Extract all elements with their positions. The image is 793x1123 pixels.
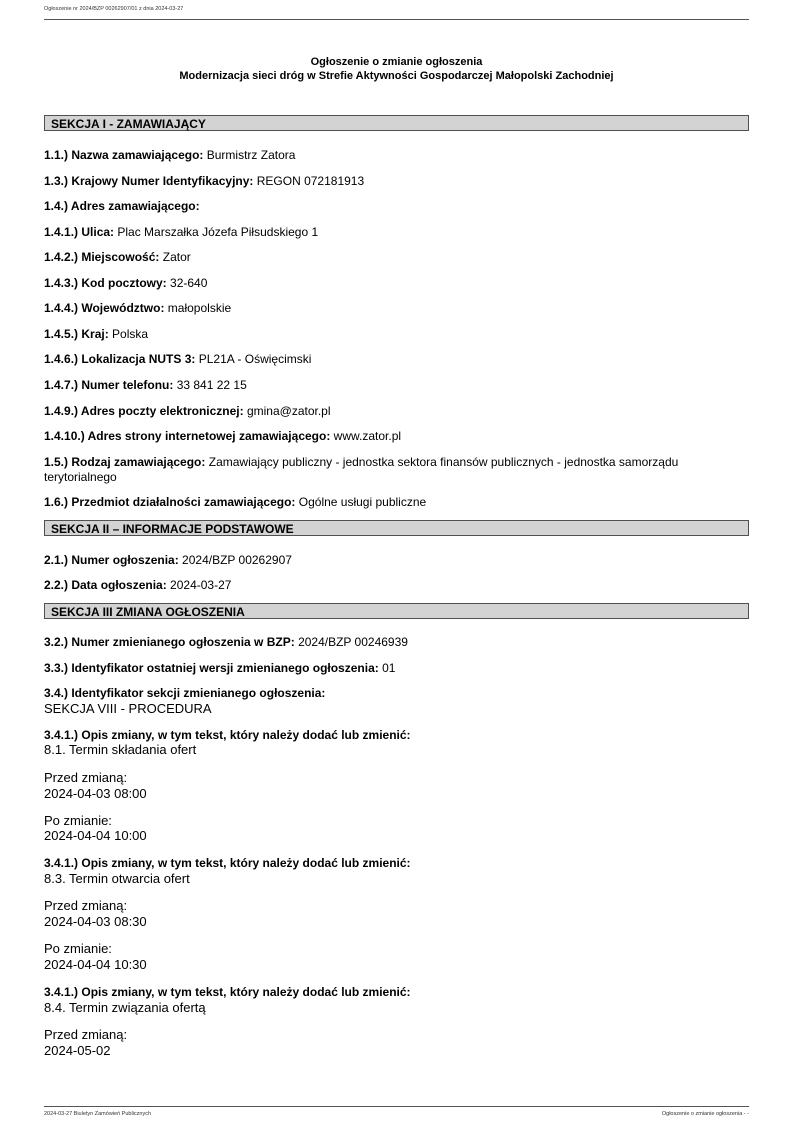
change-1-after: 2024-04-04 10:00	[44, 828, 147, 843]
field-label: 3.2.) Numer zmienianego ogłoszenia w BZP:	[44, 635, 295, 649]
change-2-before: 2024-04-03 08:30	[44, 914, 147, 929]
section-2-heading: SEKCJA II – INFORMACJE PODSTAWOWE	[44, 520, 749, 536]
change-1-label: 3.4.1.) Opis zmiany, w tym tekst, który należy dodać lub zmienić:	[44, 728, 411, 742]
field-phone	[44, 378, 744, 393]
change-3-item: 8.4. Termin związania ofertą	[44, 1000, 206, 1015]
field-value: REGON 072181913	[256, 174, 365, 188]
field-label: 1.6.) Przedmiot działalności zamawiającego:	[44, 495, 296, 509]
field-label: 1.4.6.) Lokalizacja NUTS 3:	[44, 352, 196, 366]
field-street	[44, 225, 744, 240]
field-label: 1.4.7.) Numer telefonu:	[44, 378, 174, 392]
field-email	[44, 404, 744, 419]
field-value: PL21A - Oświęcimski	[198, 352, 312, 366]
change-3-label: 3.4.1.) Opis zmiany, w tym tekst, który należy dodać lub zmienić:	[44, 985, 411, 999]
field-label: 1.4.) Adres zamawiającego:	[44, 199, 200, 213]
field-value: 33 841 22 15	[176, 378, 247, 392]
field-value: www.zator.pl	[333, 429, 402, 443]
field-notice-date	[44, 578, 744, 593]
page-footer	[44, 1106, 749, 1117]
field-city	[44, 250, 744, 265]
field-country	[44, 327, 744, 342]
change-1-after-label: Po zmianie:	[44, 813, 112, 828]
page-header: Ogłoszenie nr 2024/BZP 00262907/01 z dnia 2024-03-27	[44, 6, 749, 20]
field-label: 1.4.3.) Kod pocztowy:	[44, 276, 167, 290]
field-label: 1.5.) Rodzaj zamawiającego:	[44, 455, 206, 469]
field-label: 1.1.) Nazwa zamawiającego:	[44, 148, 204, 162]
change-1-item: 8.1. Termin składania ofert	[44, 742, 197, 757]
footer-right: Ogłoszenie o zmianie ogłoszenia - -	[661, 1111, 749, 1117]
change-2-after: 2024-04-04 10:30	[44, 957, 147, 972]
field-contracting-authority-name	[44, 148, 744, 163]
field-nuts3	[44, 352, 744, 367]
field-address-heading	[44, 199, 744, 214]
field-website	[44, 429, 744, 444]
field-value: Burmistrz Zatora	[206, 148, 296, 162]
document-subtitle: Modernizacja sieci dróg w Strefie Aktywności Gospodarczej Małopolski Zachodniej	[179, 70, 614, 82]
field-postal-code	[44, 276, 744, 291]
field-value: 2024-03-27	[170, 578, 232, 592]
changed-section-label: 3.4.) Identyfikator sekcji zmienianego ogłoszenia:	[44, 686, 326, 700]
field-regon	[44, 174, 744, 189]
document-title: Ogłoszenie o zmianie ogłoszenia	[310, 56, 483, 68]
field-value: gmina@zator.pl	[246, 404, 331, 418]
section-1-heading: SEKCJA I - ZAMAWIAJĄCY	[44, 115, 749, 131]
field-value: małopolskie	[167, 301, 232, 315]
change-2-after-label: Po zmianie:	[44, 941, 112, 956]
change-2-before-label: Przed zmianą:	[44, 898, 128, 913]
field-value: Zator	[162, 250, 191, 264]
change-3-before-label: Przed zmianą:	[44, 1027, 128, 1042]
field-label: 1.3.) Krajowy Numer Identyfikacyjny:	[44, 174, 254, 188]
field-value: 2024/BZP 00246939	[298, 635, 408, 649]
field-label: 1.4.1.) Ulica:	[44, 225, 115, 239]
change-1-before-label: Przed zmianą:	[44, 770, 128, 785]
field-notice-number	[44, 553, 744, 568]
change-3-before: 2024-05-02	[44, 1043, 111, 1058]
field-authority-type	[44, 455, 744, 485]
section-3-heading: SEKCJA III ZMIANA OGŁOSZENIA	[44, 603, 749, 619]
field-value: Zamawiający publiczny - jednostka sektora finansów publicznych - jednostka samorządu terytorialnego	[44, 455, 679, 484]
field-label: 2.2.) Data ogłoszenia:	[44, 578, 167, 592]
field-label: 1.4.9.) Adres poczty elektronicznej:	[44, 404, 244, 418]
field-value: 2024/BZP 00262907	[182, 553, 292, 567]
field-label: 1.4.4.) Województwo:	[44, 301, 165, 315]
field-label: 1.4.5.) Kraj:	[44, 327, 109, 341]
field-value: Polska	[112, 327, 149, 341]
changed-section-value: SEKCJA VIII - PROCEDURA	[44, 701, 212, 716]
field-label: 2.1.) Numer ogłoszenia:	[44, 553, 179, 567]
field-label: 1.4.2.) Miejscowość:	[44, 250, 160, 264]
field-changed-notice-number	[44, 635, 744, 650]
change-1-before: 2024-04-03 08:00	[44, 786, 147, 801]
field-label: 3.3.) Identyfikator ostatniej wersji zmienianego ogłoszenia:	[44, 661, 379, 675]
field-label: 1.4.10.) Adres strony internetowej zamawiającego:	[44, 429, 331, 443]
field-value: Plac Marszałka Józefa Piłsudskiego 1	[117, 225, 319, 239]
change-2-label: 3.4.1.) Opis zmiany, w tym tekst, który należy dodać lub zmienić:	[44, 856, 411, 870]
footer-left: 2024-03-27 Biuletyn Zamówień Publicznych	[44, 1111, 152, 1117]
field-value: 32-640	[170, 276, 208, 290]
field-voivodeship	[44, 301, 744, 316]
field-value: Ogólne usługi publiczne	[298, 495, 427, 509]
field-value: 01	[382, 661, 396, 675]
field-last-version-id	[44, 661, 744, 676]
field-activity	[44, 495, 744, 510]
change-2-item: 8.3. Termin otwarcia ofert	[44, 871, 190, 886]
